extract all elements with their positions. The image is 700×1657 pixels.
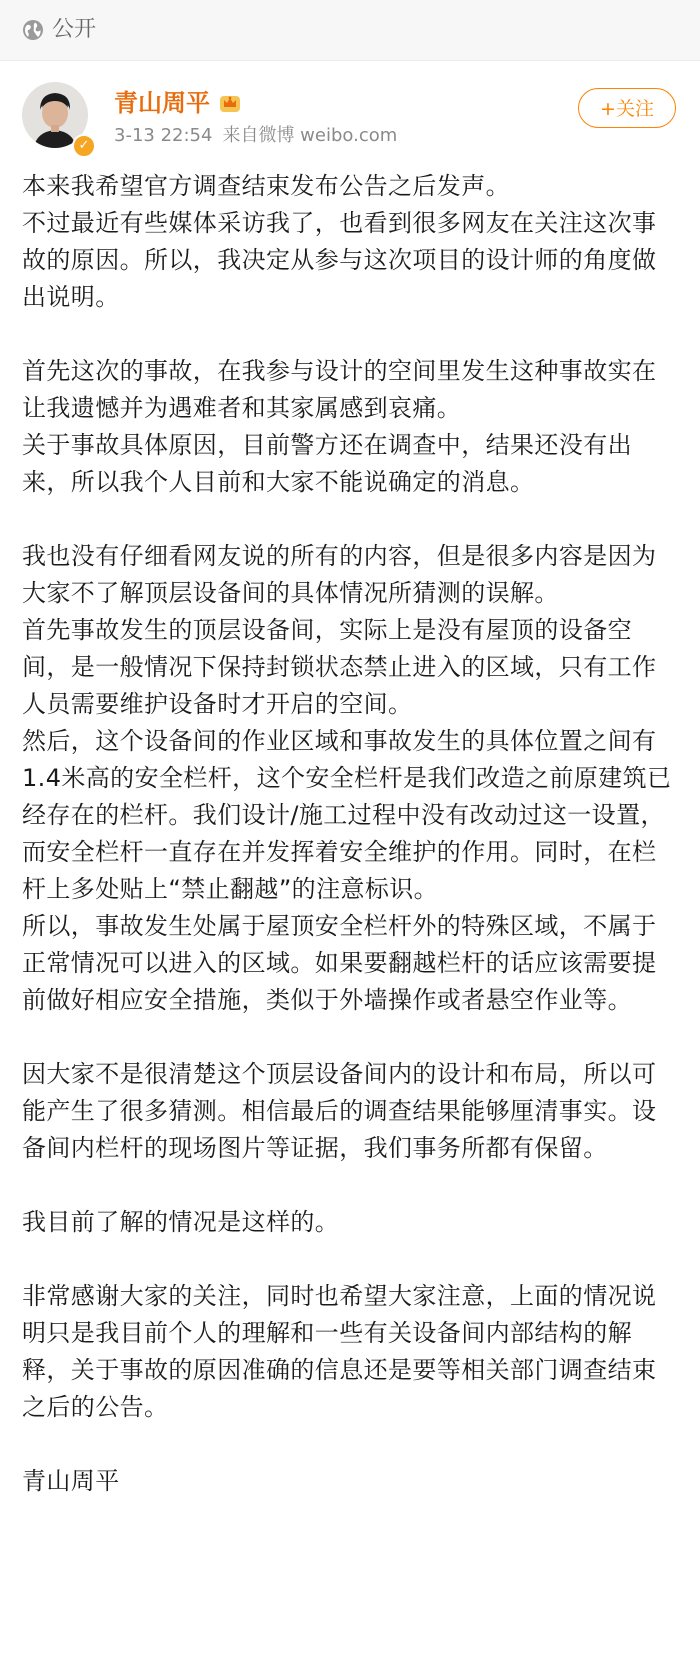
post-paragraph: 因大家不是很清楚这个顶层设备间内的设计和布局，所以可能产生了很多猜测。相信最后的调查结果能够厘清事实。设备间内栏杆的现场图片等证据，我们事务所都有保留。 bbox=[22, 1060, 657, 1162]
author-name-text: 青山周平 bbox=[114, 89, 210, 117]
post-paragraph: 首先事故发生的顶层设备间，实际上是没有屋顶的设备空间，是一般情况下保持封锁状态禁止进入的区域，只有工作人员需要维护设备时才开启的空间。 bbox=[22, 616, 657, 718]
top-bar bbox=[0, 0, 700, 61]
post-paragraph: 我目前了解的情况是这样的。 bbox=[22, 1208, 340, 1236]
post-paragraph: 所以，事故发生处属于屋顶安全栏杆外的特殊区域，不属于正常情况可以进入的区域。如果要翻越栏杆的话应该需要提前做好相应安全措施，类似于外墙操作或者悬空作业等。 bbox=[22, 912, 657, 1014]
post-paragraph: 不过最近有些媒体采访我了，也看到很多网友在关注这次事故的原因。所以，我决定从参与这次项目的设计师的角度做出说明。 bbox=[22, 209, 657, 311]
paragraph-gap bbox=[22, 1241, 678, 1278]
post-paragraph: 然后，这个设备间的作业区域和事故发生的具体位置之间有1.4米高的安全栏杆，这个安全栏杆是我们改造之前原建筑已经存在的栏杆。我们设计/施工过程中没有改动过这一设置，而安全栏杆一直存在并发挥着安全维护的作用。同时，在栏杆上多处贴上“禁止翻越”的注意标识。 bbox=[22, 727, 672, 903]
post-paragraph: 首先这次的事故，在我参与设计的空间里发生这种事故实在让我遗憾并为遇难者和其家属感到哀痛。 bbox=[22, 357, 657, 422]
follow-button[interactable]: +关注 bbox=[578, 88, 676, 128]
post-meta bbox=[114, 124, 397, 148]
post-paragraph: 关于事故具体原因，目前警方还在调查中，结果还没有出来，所以我个人目前和大家不能说确定的消息。 bbox=[22, 431, 632, 496]
signature-text: 青山周平 bbox=[22, 1467, 120, 1495]
paragraph-gap bbox=[22, 1167, 678, 1204]
post-source: 来自微博 weibo.com bbox=[222, 125, 398, 146]
post-time: 3-13 22:54 bbox=[114, 125, 213, 146]
post-paragraph: 本来我希望官方调查结束发布公告之后发声。 bbox=[22, 172, 510, 200]
verified-badge-icon: ✓ bbox=[72, 134, 96, 158]
visibility-label: 公开 bbox=[52, 17, 97, 42]
paragraph-gap bbox=[22, 1019, 678, 1056]
author-name[interactable] bbox=[114, 88, 242, 118]
post-header bbox=[0, 68, 700, 168]
paragraph-gap bbox=[22, 1426, 678, 1463]
paragraph-gap bbox=[22, 501, 678, 538]
member-crown-icon bbox=[218, 91, 242, 115]
globe-icon bbox=[22, 19, 44, 41]
post-paragraph: 我也没有仔细看网友说的所有的内容，但是很多内容是因为大家不了解顶层设备间的具体情况所猜测的误解。 bbox=[22, 542, 657, 607]
post-content bbox=[22, 168, 678, 1500]
visibility-indicator[interactable] bbox=[22, 16, 96, 44]
paragraph-gap bbox=[22, 316, 678, 353]
post-paragraph: 非常感谢大家的关注，同时也希望大家注意，上面的情况说明只是我目前个人的理解和一些有关设备间内部结构的解释，关于事故的原因准确的信息还是要等相关部门调查结束之后的公告。 bbox=[22, 1282, 657, 1421]
